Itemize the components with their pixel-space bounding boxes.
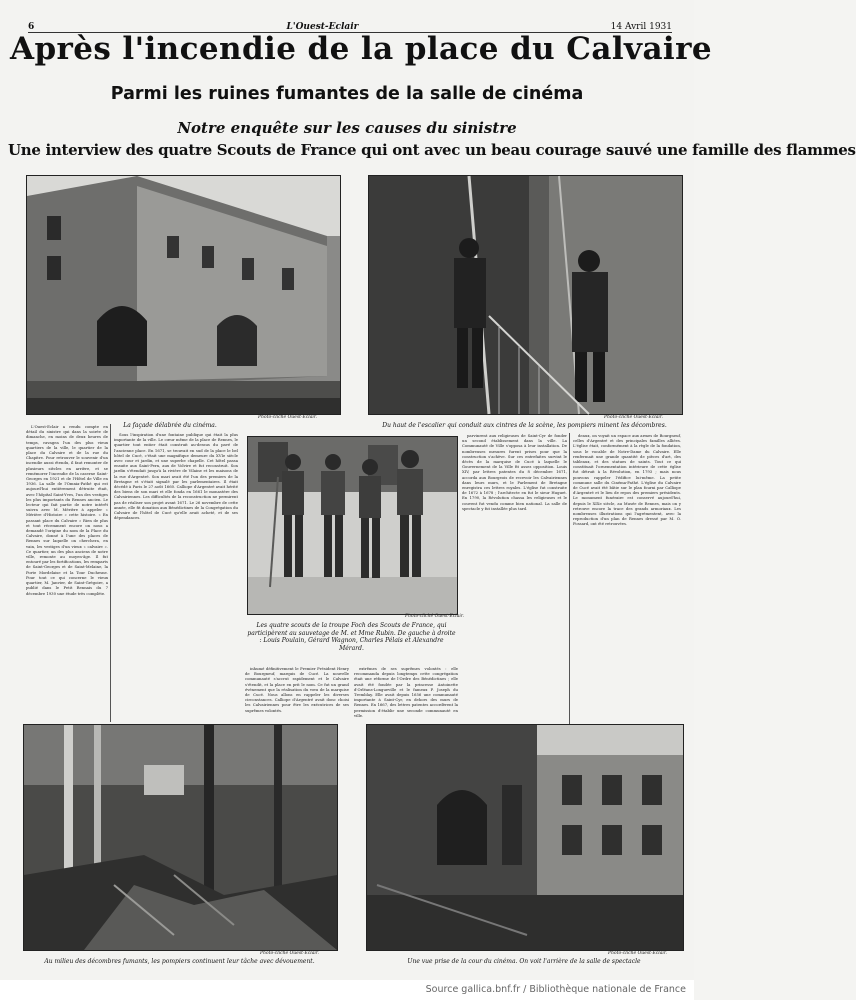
deck-scouts-interview: Une interview des quatre Scouts de France qui ont avec un beau courage sauvé une famille des flammes (8, 141, 856, 159)
column-text: parvinrent aux religieuses de Saint-Cyr de fonder un second établissement dans la ville. La Communauté de Ville s'opposa à leur installation. De nombreuses mesures furent prises pour que la construction s'achève. Sur ces entrefaites survint le décès de la marquise de Cucé à laquelle le Gouvernement de la Ville fit assez opposition. Louis XIV, par lettres patentes du 8 décembre 1671, accorda aux Bourgeois de recevoir les Calvairiennes dans leurs murs, et le Parlement de Bretagne enregistra ces lettres royales. L'église fut construite de 1672 à 1678 ; l'architecte en fut le sieur Huguet. En 1790, la Révolution chassa les religieuses et le couvent fut vendu comme bien national. La salle de spectacle y fut installée plus tard. (462, 433, 567, 511)
article-column-5 (462, 433, 567, 726)
photo-credit: Photo-cliché Ouest-Eclair. (258, 415, 317, 420)
photo-credit: Photo-cliché Ouest-Eclair. (604, 415, 663, 420)
page-number: 6 (28, 22, 35, 32)
photo-credit: Photo-cliché Ouest-Eclair. (260, 951, 319, 956)
caption-ruins-firemen: Au milieu des décombres fumants, les pompiers continuent leur tâche avec dévouement. (44, 958, 315, 965)
photo-ruins-firemen (23, 724, 338, 951)
column-text: Sous l'inspiration d'une fontaine publique qui était la plus importante de la ville. Le cœur même de la place de Rennes, le quartier tout entier était construit au-dessus du pavé de l'ancienne place. En 1671, se trouvait en sud de la place le bel hôtel de Cucé, c'était une magnifique demeure du XVIe siècle avec cour et jardin, et une superbe chapelle. Cet hôtel passa ensuite aux Saint-Pern, aux de Volvire et fut reconstruit. Son jardin s'étendait jusqu'à la rivière de Vilaine et les maisons de la rue d'Argentré. Son mari avait été l'un des premiers de la Bretagne et s'était signalé par les parlementaires. Il était décédé à Paris le 27 août 1660. Calliope d'Argentré avait hérité des biens de son mari et elle fonda en 1661 le monastère des Calvairiennes. Les difficultés de la reconstruction ne permirent pas de réaliser son projet avant 1671. Le 26 novembre de cette année, elle fit donation aux Bénédictines de la Congrégation du Calvaire de l'hôtel de Cucé qu'elle avait acheté, et de ses dépendances. (114, 432, 238, 521)
photo-credit: Photo-cliché Ouest-Eclair. (405, 614, 464, 619)
issue-date: 14 Avril 1931 (610, 22, 672, 32)
photo-credit: Photo-cliché Ouest-Eclair. (608, 951, 667, 956)
photo-cinema-facade (26, 175, 341, 415)
subheadline: Parmi les ruines fumantes de la salle de cinéma (110, 84, 584, 104)
column-text: deaux, on voyait un espace aux armes de Bourgneuf, celles d'Argentré et des principales familles alliées. L'église était, conformément à la règle de la fondation, sous le vocable de Notre-Dame du Calvaire. Elle renfermait une grande quantité de pièces d'art, des tableaux, et des statues de saints. Tout ce qui constituait l'ornementation intérieure de cette église fut détruit à la Révolution, en 1793 ; mais nous pouvons rappeler l'édifice lui-même. La petite commune salle du Cinéma-Pathé. L'église du Calvaire de Cucé avait été bâtie sur le plan fourni par Calliope d'Argentré et le lieu de repos des premiers présidents. Le monument funéraire est conservé aujourd'hui, depuis le XIXe siècle, au Musée de Rennes, mais on y retrouve encore la trace des grands armoriaux. Les nombreuses illustrations qui l'agrémentent, avec la reproduction d'un plan de Rennes dressé par M. O. Fossard, ont été retrouvées. (573, 433, 681, 527)
column-text: extrêmes de ses suprêmes volontés : elle recommanda depuis longtemps cette congrégation était une réforme de l'Ordre des Bénédictines ; elle avait été fondée par la princesse Antoinette d'Orléans-Longueville et le fameux P. Joseph du Tremblay. Elle avait depuis 1656 une communauté importante à Saint-Cyr, en dehors des murs de Rennes. En 1667, des lettres patentes accordèrent la permission d'établir une seconde communauté en ville. (354, 666, 458, 718)
photo-firemen-stairs (368, 175, 683, 415)
column-text: inhumé définitivement le Premier Président Henry de Bourgneuf, marquis de Cucé. La nouvelle communauté s'accrut rapidement et le Calvaire s'étendit, et la place en prit le nom. Ce fut un grand événement que la réalisation du vœu de la marquise de Cucé. Nous allons en rappeler les diverses circonstances. Calliope d'Argentré avait donc choisi les Calvairiennes pour être les exécutrices de ses suprêmes volontés. (245, 666, 349, 713)
article-column-6 (573, 433, 681, 726)
column-divider (569, 433, 570, 726)
photo-four-scouts (247, 436, 458, 615)
column-text: L'Ouest-Eclair a rendu compte en détail du sinistre qui dans la soirée de dimanche, en moins de deux heures de temps, ravagea l'un des plus vieux quartiers de la ville, le quartier de la place du Calvaire et de la rue du Chapitre. Pour retrouver le souvenir d'un incendie aussi étendu, il faut remonter de plusieurs siècles en arrière, et se remémorer l'incendie de la caserne Saint-Georges en 1921 et de l'Hôtel de Ville en 1936. La salle de l'Omnia-Pathé qui est aujourd'hui entièrement détruite était, avec l'hôpital Saint-Yves, l'un des vestiges les plus importants du Rennes ancien. Le lecteur qui fait partie de notre intérêt suivra avec M. Mérière à appeler « Mérière d'Histoire » cette histoire. « En passant place du Calvaire » Rien de plus et tout récemment encore on nous a demandé l'origine du nom de la Place du Calvaire, donné à l'une des places de Rennes sur laquelle on cherchera, en vain, les vestiges d'un vieux « calvaire ». Ce quartier, un des plus anciens de notre ville, remonte au moyen-âge. Il fut entouré par les fortifications, les remparts de Saint-Georges et de Saint-Melaine, la Porte Mordelaise et la Tour Duchesne. Pour tout ce qui concerne le vieux quartier, M. Janvier, de Saint-Grégoire, a publié dans le Petit Rennais du 7 décembre 1930 une étude très complète. (26, 424, 108, 596)
article-column-4 (354, 666, 458, 726)
caption-cinema-courtyard: Une vue prise de la cour du cinéma. On voit l'arrière de la salle de spectacle (407, 958, 641, 965)
caption-cinema-facade: La façade délabrée du cinéma. (123, 422, 217, 429)
source-footer (0, 980, 694, 1000)
article-column-2 (114, 432, 238, 722)
caption-firemen-stairs: Du haut de l'escalier qui conduit aux cintres de la scène, les pompiers minent les décombres. (382, 422, 667, 429)
photo-cinema-courtyard (366, 724, 684, 951)
source-text: Source gallica.bnf.fr / Bibliothèque nationale de France (425, 984, 686, 995)
article-column-1 (26, 424, 108, 722)
main-headline: Après l'incendie de la place du Calvaire (10, 31, 712, 67)
column-divider (110, 424, 111, 722)
newspaper-name: L'Ouest-Eclair (286, 22, 359, 32)
deck-investigation: Notre enquête sur les causes du sinistre (177, 119, 517, 137)
article-column-3 (245, 666, 349, 726)
caption-four-scouts: Les quatre scouts de la troupe Foch des Scouts de France, qui participèrent au sauvetage de M. et Mme Rubin. De gauche à droite : Louis Poulain, Gérard Wagnon, Charles Pélais et Alexandre Mérard. (247, 622, 456, 652)
